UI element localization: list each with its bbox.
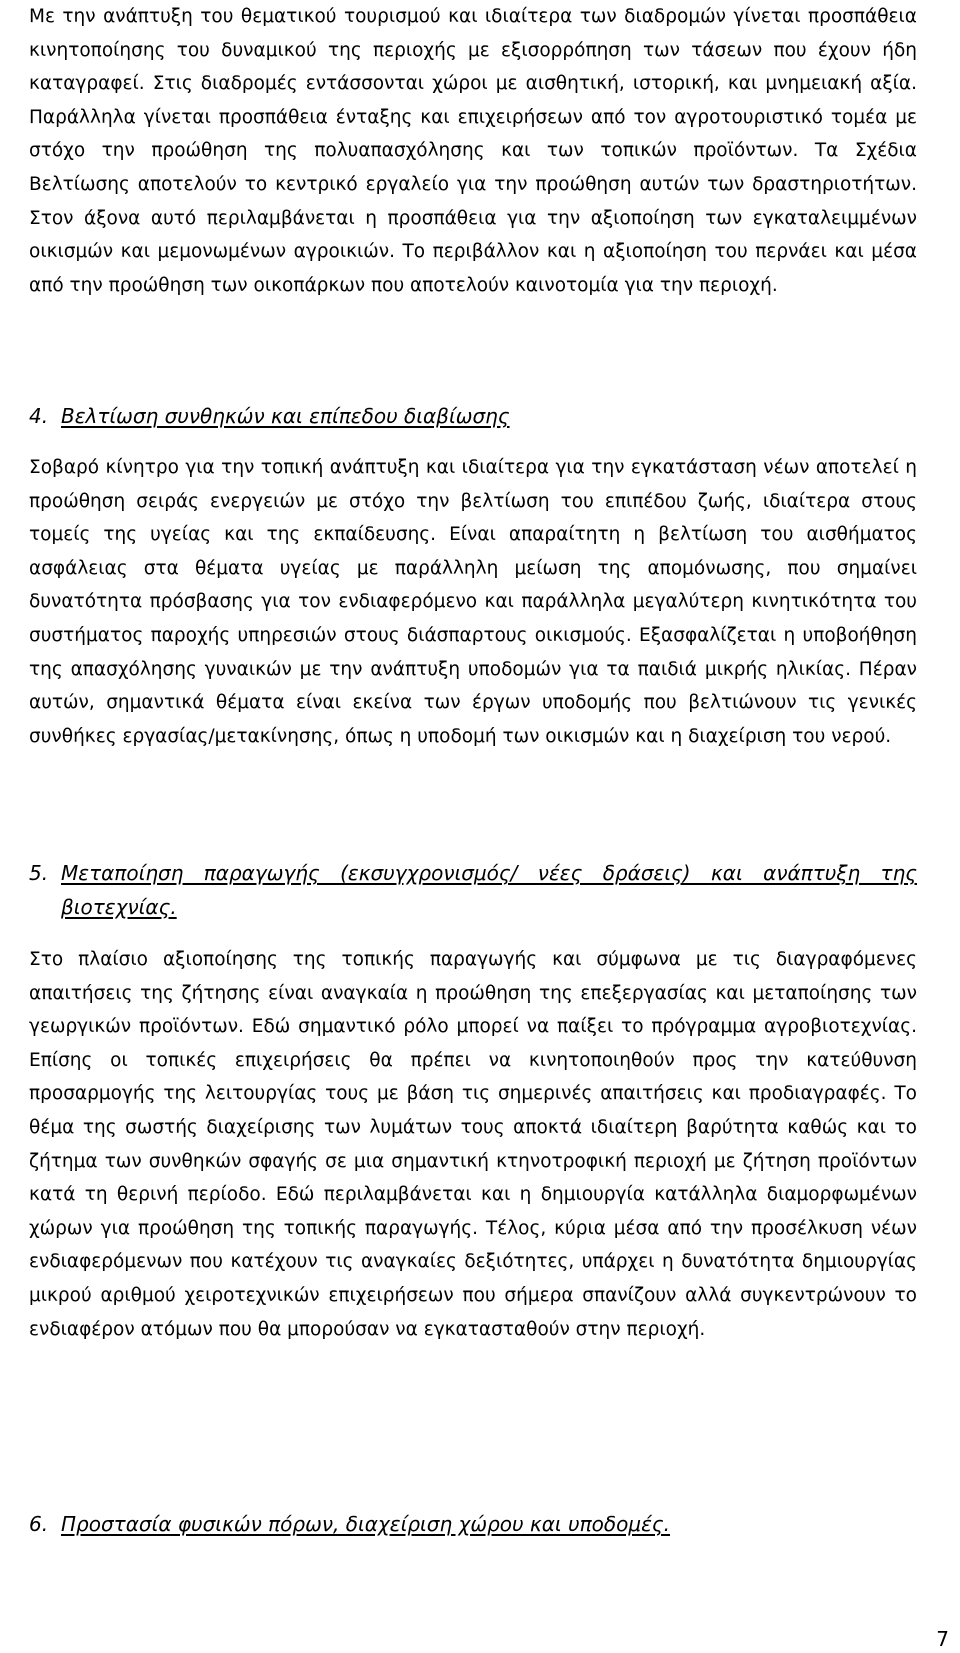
section-4-title: Βελτίωση συνθηκών και επίπεδου διαβίωσης: [61, 404, 510, 428]
section-6-heading: [29, 1508, 917, 1542]
section-5-number: 5.: [29, 861, 49, 885]
section-4-paragraph: Σοβαρό κίνητρο για την τοπική ανάπτυξη και ιδιαίτερα για την εγκατάσταση νέων αποτελεί η προώθηση σειράς ενεργειών με στόχο την βελτίωση του επιπέδου ζωής, ιδιαίτερα στους τομείς της υγείας και της εκπαίδευσης. Είναι απαραίτητη η βελτίωση του αισθήματος ασφάλειας στα θέματα υγείας με παράλληλη μείωση της απομόνωσης, που σημαίνει δυνατότητα πρόσβασης για τον ενδιαφερόμενο και παράλληλα μεγαλύτερη κινητικότητα του συστήματος παροχής υπηρεσιών στους διάσπαρτους οικισμούς. Εξασφαλίζεται η υποβοήθηση της απασχόλησης γυναικών με την ανάπτυξη υποδομών για τα παιδιά μικρής ηλικίας. Πέραν αυτών, σημαντικά θέματα είναι εκείνα των έργων υποδομής που βελτιώνουν τις γενικές συνθήκες εργασίας/μετακίνησης, όπως η υποδομή των οικισμών και η διαχείριση του νερού.: [29, 457, 917, 747]
section-5-title: Μεταποίηση παραγωγής (εκσυγχρονισμός/ νέες δράσεις) και ανάπτυξη της βιοτεχνίας.: [61, 861, 917, 919]
section-5-heading: [29, 857, 917, 924]
intro-paragraph: Με την ανάπτυξη του θεματικού τουρισμού και ιδιαίτερα των διαδρομών γίνεται προσπάθεια κινητοποίησης του δυναμικού της περιοχής με εξισορρόπηση των τάσεων που έχουν ήδη καταγραφεί. Στις διαδρομές εντάσσονται χώροι με αισθητική, ιστορική, και μνημειακή αξία. Παράλληλα γίνεται προσπάθεια ένταξης και επιχειρήσεων από τον αγροτουριστικό τομέα με στόχο την προώθηση της πολυαπασχόλησης και των τοπικών προϊόντων. Τα Σχέδια Βελτίωσης αποτελούν το κεντρικό εργαλείο για την προώθηση αυτών των δραστηριοτήτων. Στον άξονα αυτό περιλαμβάνεται η προσπάθεια για την αξιοποίηση των εγκαταλειμμένων οικισμών και μεμονωμένων αγροικιών. Το περιβάλλον και η αξιοποίηση του περνάει και μέσα από την προώθηση των οικοπάρκων που αποτελούν καινοτομία για την περιοχή.: [29, 6, 917, 296]
section-4-number: 4.: [29, 404, 49, 428]
page-number: 7: [936, 1627, 949, 1651]
section-6-number: 6.: [29, 1512, 49, 1536]
section-6-title: Προστασία φυσικών πόρων, διαχείριση χώρου και υποδομές.: [61, 1512, 671, 1536]
section-5-paragraph: Στο πλαίσιο αξιοποίησης της τοπικής παραγωγής και σύμφωνα με τις διαγραφόμενες απαιτήσεις της ζήτησης είναι αναγκαία η προώθηση της επεξεργασίας και μεταποίησης των γεωργικών προϊόντων. Εδώ σημαντικό ρόλο μπορεί να παίξει το πρόγραμμα αγροβιοτεχνίας. Επίσης οι τοπικές επιχειρήσεις θα πρέπει να κινητοποιηθούν προς την κατεύθυνση προσαρμογής της λειτουργίας τους με βάση τις σημερινές απαιτήσεις και προδιαγραφές. Το θέμα της σωστής διαχείρισης των λυμάτων τους αποκτά ιδιαίτερη βαρύτητα καθώς και το ζήτημα των συνθηκών σφαγής σε μια σημαντική κτηνοτροφική περιοχή με ζήτηση προϊόντων κατά τη θερινή περίοδο. Εδώ περιλαμβάνεται και η δημιουργία κατάλληλα διαμορφωμένων χώρων για προώθηση της τοπικής παραγωγής. Τέλος, κύρια μέσα από την προσέλκυση νέων ενδιαφερόμενων που κατέχουν τις αναγκαίες δεξιότητες, υπάρχει η δυνατότητα δημιουργίας μικρού αριθμού χειροτεχνικών επιχειρήσεων που σήμερα σπανίζουν αλλά συγκεντρώνουν το ενδιαφέρον ατόμων που θα μπορούσαν να εγκατασταθούν στην περιοχή.: [29, 949, 917, 1340]
section-4-heading: [29, 400, 917, 434]
